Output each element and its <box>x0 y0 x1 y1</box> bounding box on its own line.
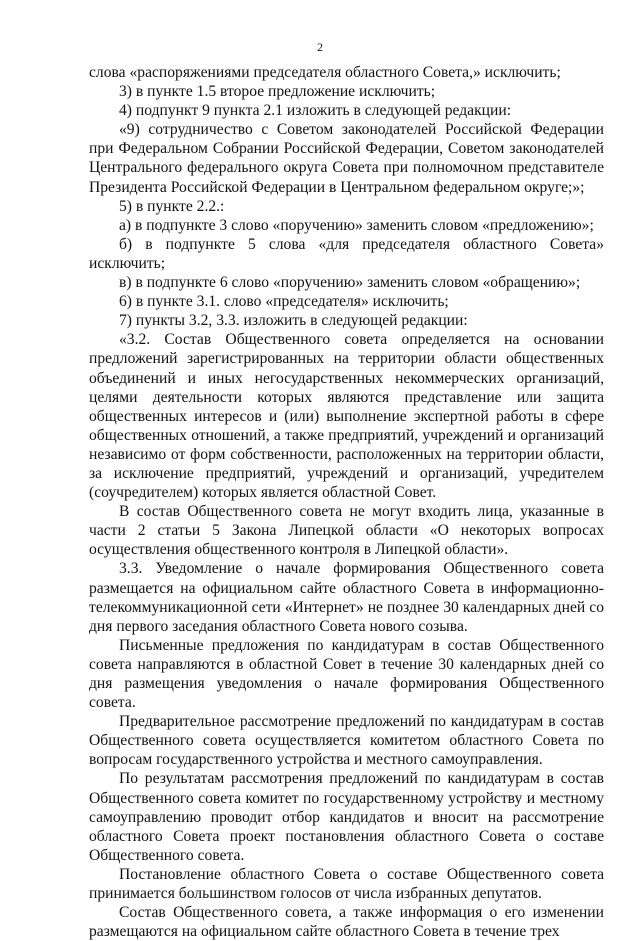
paragraph-18: Состав Общественного совета, а также информация о его изменении размещаются на официальном сайте областного Совета в течение трех <box>89 904 604 941</box>
paragraph-4: «9) сотрудничество с Советом законодателей Российской Федерации при Федеральном Собрании Российской Федерации, Советом законодателей Центрального федерального округа Совета при полномочном представителе Президента Российской Федерации в Центральном федеральном округе;»; <box>89 121 604 196</box>
paragraph-1: слова «распоряжениями председателя областного Совета,» исключить; <box>89 64 561 81</box>
document-body <box>89 63 604 941</box>
paragraph-2: 3) в пункте 1.5 второе предложение исключить; <box>119 83 436 101</box>
paragraph-7: б) в подпункте 5 слова «для председателя областного Совета» исключить; <box>89 235 604 272</box>
paragraph-12: В состав Общественного совета не могут входить лица, указанные в части 2 статьи 5 Закона Липецкой области «О некоторых вопросах осуществления общественного контроля в Липецкой области». <box>89 503 604 559</box>
paragraph-11: «3.2. Состав Общественного совета определяется на основании предложений зарегистрированных на территории области общественных объединений и иных негосударственных некоммерческих организаций, целями деятельности которых являются представление или защита общественных интересов и (или) выполнение экспертной работы в сфере общественных отношений, а также предприятий, учреждений и организаций независимо от форм собственности, расположенных на территории области, за исключение предприятий, учреждений и организаций, учредителем (соучредителем) которых является областной Совет. <box>89 331 604 502</box>
paragraph-16: По результатам рассмотрения предложений по кандидатурам в состав Общественного совета комитет по государственному устройству и местному самоуправлению проводит отбор кандидатов и вносит на рассмотрение областного Совета проект постановления областного Совета о составе Общественного совета. <box>89 770 604 864</box>
paragraph-15: Предварительное рассмотрение предложений по кандидатурам в состав Общественного совета осуществляется комитетом областного Совета по вопросам государственного устройства и местного самоуправления. <box>89 713 604 769</box>
paragraph-8: в) в подпункте 6 слово «поручению» заменить словом «обращению»; <box>119 274 581 292</box>
paragraph-5: 5) в пункте 2.2.: <box>119 197 225 215</box>
paragraph-14: Письменные предложения по кандидатурам в состав Общественного совета направляются в областной Совет в течение 30 календарных дней со дня размещения уведомления о начале формирования Общественного совета. <box>89 636 604 712</box>
page-number: 2 <box>317 40 323 54</box>
paragraph-13: 3.3. Уведомление о начале формирования Общественного совета размещается на официальном сайте областного Совета в информационно-телекоммуникационной сети «Интернет» не позднее 30 календарных дней со дня первого заседания областного Совета нового созыва. <box>89 560 604 635</box>
paragraph-10: 7) пункты 3.2, 3.3. изложить в следующей редакции: <box>119 312 468 330</box>
paragraph-17: Постановление областного Совета о составе Общественного совета принимается большинством голосов от числа избранных депутатов. <box>89 865 604 903</box>
paragraph-9: 6) в пункте 3.1. слово «председателя» исключить; <box>119 293 449 311</box>
paragraph-3: 4) подпункт 9 пункта 2.1 изложить в следующей редакции: <box>119 102 512 120</box>
paragraph-6: а) в подпункте 3 слово «поручению» заменить словом «предложению»; <box>119 216 594 234</box>
